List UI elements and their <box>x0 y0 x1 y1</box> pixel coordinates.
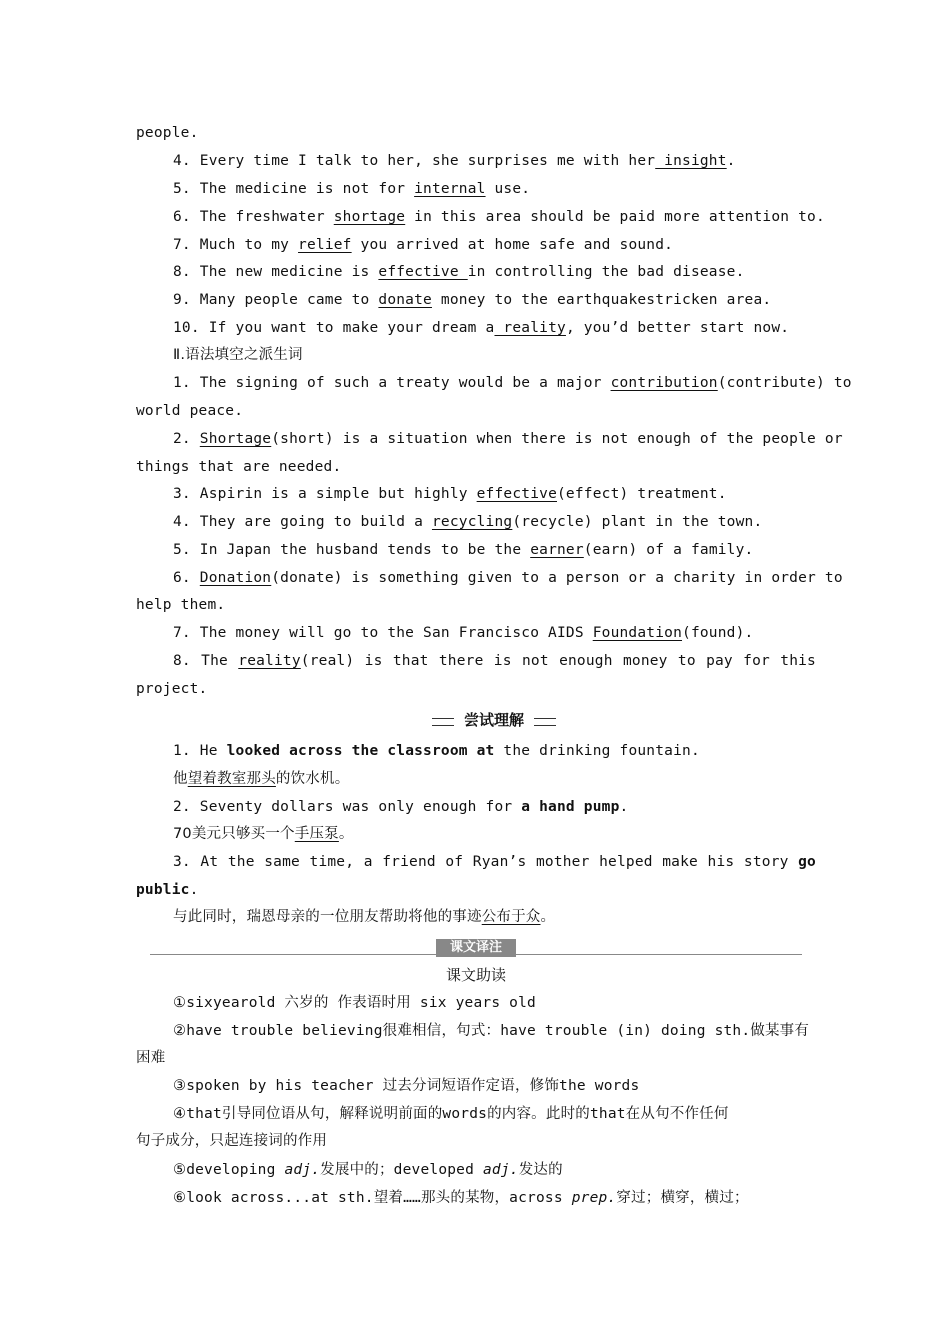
part-of-speech: adj. <box>284 1162 321 1178</box>
answer-blank: reality <box>494 320 566 336</box>
vocab-item-8 <box>173 262 816 282</box>
sentence-text: 7. The money will go to the San Francisco AIDS <box>173 625 593 641</box>
grammar-item-7 <box>173 623 816 643</box>
grammar-item-8-cont: project. <box>136 681 208 697</box>
sentence-text: 7. Much to my <box>173 237 299 253</box>
answer-blank: internal <box>414 181 486 197</box>
note-text: ⑤developing <box>173 1162 285 1178</box>
sentence-text: (earn) of a family. <box>583 542 754 558</box>
note-4-cont: 句子成分，只起连接词的作用 <box>136 1133 328 1149</box>
part-of-speech: adj. <box>482 1162 519 1178</box>
vocab-item-10 <box>173 318 816 338</box>
sentence-text: 5. The medicine is not for <box>173 181 415 197</box>
sentence-text: 9. Many people came to <box>173 292 379 308</box>
answer-blank: Shortage <box>199 431 272 447</box>
grammar-item-6 <box>173 568 843 588</box>
sentence-text: 的饮水机。 <box>275 771 350 787</box>
line-people: people. <box>136 125 199 141</box>
grammar-item-5 <box>173 540 816 560</box>
sentence-text: 70美元只够买一个 <box>173 826 295 842</box>
grammar-item-1 <box>173 373 852 393</box>
sentence-text: 6. <box>173 570 200 586</box>
heading-rule-right <box>534 718 556 726</box>
grammar-item-2-cont: things that are needed. <box>136 459 342 475</box>
try-item-1-translation <box>173 769 816 789</box>
note-text: 穿过；横穿，横过； <box>616 1190 749 1206</box>
sentence-text: . <box>726 153 736 169</box>
answer-blank: effective <box>378 264 468 280</box>
answer-blank: Foundation <box>592 625 683 641</box>
grammar-item-6-cont: help them. <box>136 597 226 613</box>
try-item-2 <box>173 797 816 817</box>
answer-blank: earner <box>530 542 584 558</box>
heading-rule-left <box>432 718 454 726</box>
sentence-text: 3. Aspirin is a simple but highly <box>173 486 477 502</box>
sentence-text: 。 <box>338 826 354 842</box>
subheading-reading-aid: 课文助读 <box>445 966 506 984</box>
note-2: ②have trouble believing很难相信，句式：have trouble (in) doing sth.做某事有 <box>173 1023 810 1039</box>
grammar-item-3 <box>173 484 816 504</box>
sentence-text: 4. They are going to build a <box>173 514 432 530</box>
sentence-text: (short) is a situation when there is not enough of the people or <box>271 431 843 447</box>
sentence-text: 5. In Japan the husband tends to be the <box>173 542 531 558</box>
vocab-item-5 <box>173 179 816 199</box>
note-6 <box>173 1188 816 1208</box>
sentence-text: 2. Seventy dollars was only enough for <box>173 799 522 815</box>
grammar-item-8 <box>173 651 816 671</box>
sentence-text: 他 <box>173 771 188 787</box>
sentence-text: in this area should be paid more attention to. <box>405 209 825 225</box>
sentence-text: 与此同时，瑞恩母亲的一位朋友帮助将他的事迹 <box>173 909 482 925</box>
key-phrase-translation: 公布于众 <box>481 909 541 925</box>
grammar-item-1-cont: world peace. <box>136 403 244 419</box>
sentence-text: 1. The signing of such a treaty would be a major <box>173 375 611 391</box>
answer-blank: insight <box>655 153 727 169</box>
sentence-text: (effect) treatment. <box>557 486 727 502</box>
section-heading-try-understand <box>432 710 556 730</box>
note-2-cont: 困难 <box>136 1050 166 1066</box>
answer-blank: contribution <box>610 375 718 391</box>
key-phrase: public <box>136 882 190 898</box>
note-text: ⑥look across...at sth.望着……那头的某物，across <box>173 1190 572 1206</box>
sentence-text: use. <box>485 181 531 197</box>
sentence-text: you arrived at home safe and sound. <box>351 237 674 253</box>
vocab-item-4 <box>173 151 816 171</box>
try-item-1 <box>173 741 816 761</box>
answer-blank: shortage <box>333 209 406 225</box>
note-text: 发展中的；developed <box>320 1162 483 1178</box>
sentence-text: 2. <box>173 431 200 447</box>
section-heading-translation: 课文译注 <box>436 939 516 957</box>
sentence-text: 10. If you want to make your dream a <box>173 320 495 336</box>
sentence-text: (real) is that there is not enough money to pay for this <box>300 653 816 669</box>
key-phrase-translation: 手压泵 <box>294 826 339 842</box>
sentence-text: (contribute) to <box>717 375 852 391</box>
answer-blank: donate <box>378 292 432 308</box>
key-phrase: go <box>798 854 816 870</box>
grammar-item-2 <box>173 429 843 449</box>
section-title: 尝试理解 <box>454 710 534 730</box>
sentence-text: in controlling the bad disease. <box>467 264 745 280</box>
vocab-item-7 <box>173 235 816 255</box>
sentence-text: 3. At the same time, a friend of Ryan’s mother helped make his story <box>173 854 799 870</box>
answer-blank: reality <box>238 653 301 669</box>
note-1: ①sixyearold 六岁的 作表语时用 six years old <box>173 995 536 1011</box>
note-text: 发达的 <box>518 1162 563 1178</box>
part-of-speech: prep. <box>571 1190 617 1206</box>
key-phrase: looked across the classroom at <box>226 743 495 759</box>
note-4: ④that引导同位语从句，解释说明前面的words的内容。此时的that在从句不作任何 <box>173 1106 729 1122</box>
grammar-heading: Ⅱ.语法填空之派生词 <box>173 347 303 363</box>
sentence-text: 6. The freshwater <box>173 209 334 225</box>
grammar-item-4 <box>173 512 816 532</box>
vocab-item-9 <box>173 290 816 310</box>
sentence-text: (found). <box>682 625 754 641</box>
sentence-text: money to the earthquakestricken area. <box>431 292 772 308</box>
note-3: ③spoken by his teacher 过去分词短语作定语，修饰the words <box>173 1078 640 1094</box>
sentence-text: 4. Every time I talk to her, she surprises me with her <box>173 153 656 169</box>
try-item-3-cont <box>136 880 816 900</box>
sentence-text: 8. The <box>173 653 239 669</box>
sentence-text: , you’d better start now. <box>565 320 790 336</box>
vocab-item-6 <box>173 207 825 227</box>
answer-blank: recycling <box>431 514 513 530</box>
sentence-text: 。 <box>540 909 556 925</box>
sentence-text: (recycle) plant in the town. <box>512 514 763 530</box>
sentence-text: 1. He <box>173 743 227 759</box>
key-phrase: a hand pump <box>521 799 620 815</box>
answer-blank: Donation <box>199 570 272 586</box>
note-5 <box>173 1160 816 1180</box>
sentence-text: the drinking fountain. <box>494 743 700 759</box>
key-phrase-translation: 望着教室那头 <box>187 771 276 787</box>
answer-blank: relief <box>298 237 352 253</box>
answer-blank: effective <box>476 486 557 502</box>
sentence-text: . <box>619 799 629 815</box>
try-item-2-translation <box>173 824 816 844</box>
try-item-3 <box>173 852 816 872</box>
sentence-text: (donate) is something given to a person or a charity in order to <box>271 570 843 586</box>
sentence-text: 8. The new medicine is <box>173 264 379 280</box>
sentence-text: . <box>189 882 199 898</box>
try-item-3-translation <box>173 907 816 927</box>
